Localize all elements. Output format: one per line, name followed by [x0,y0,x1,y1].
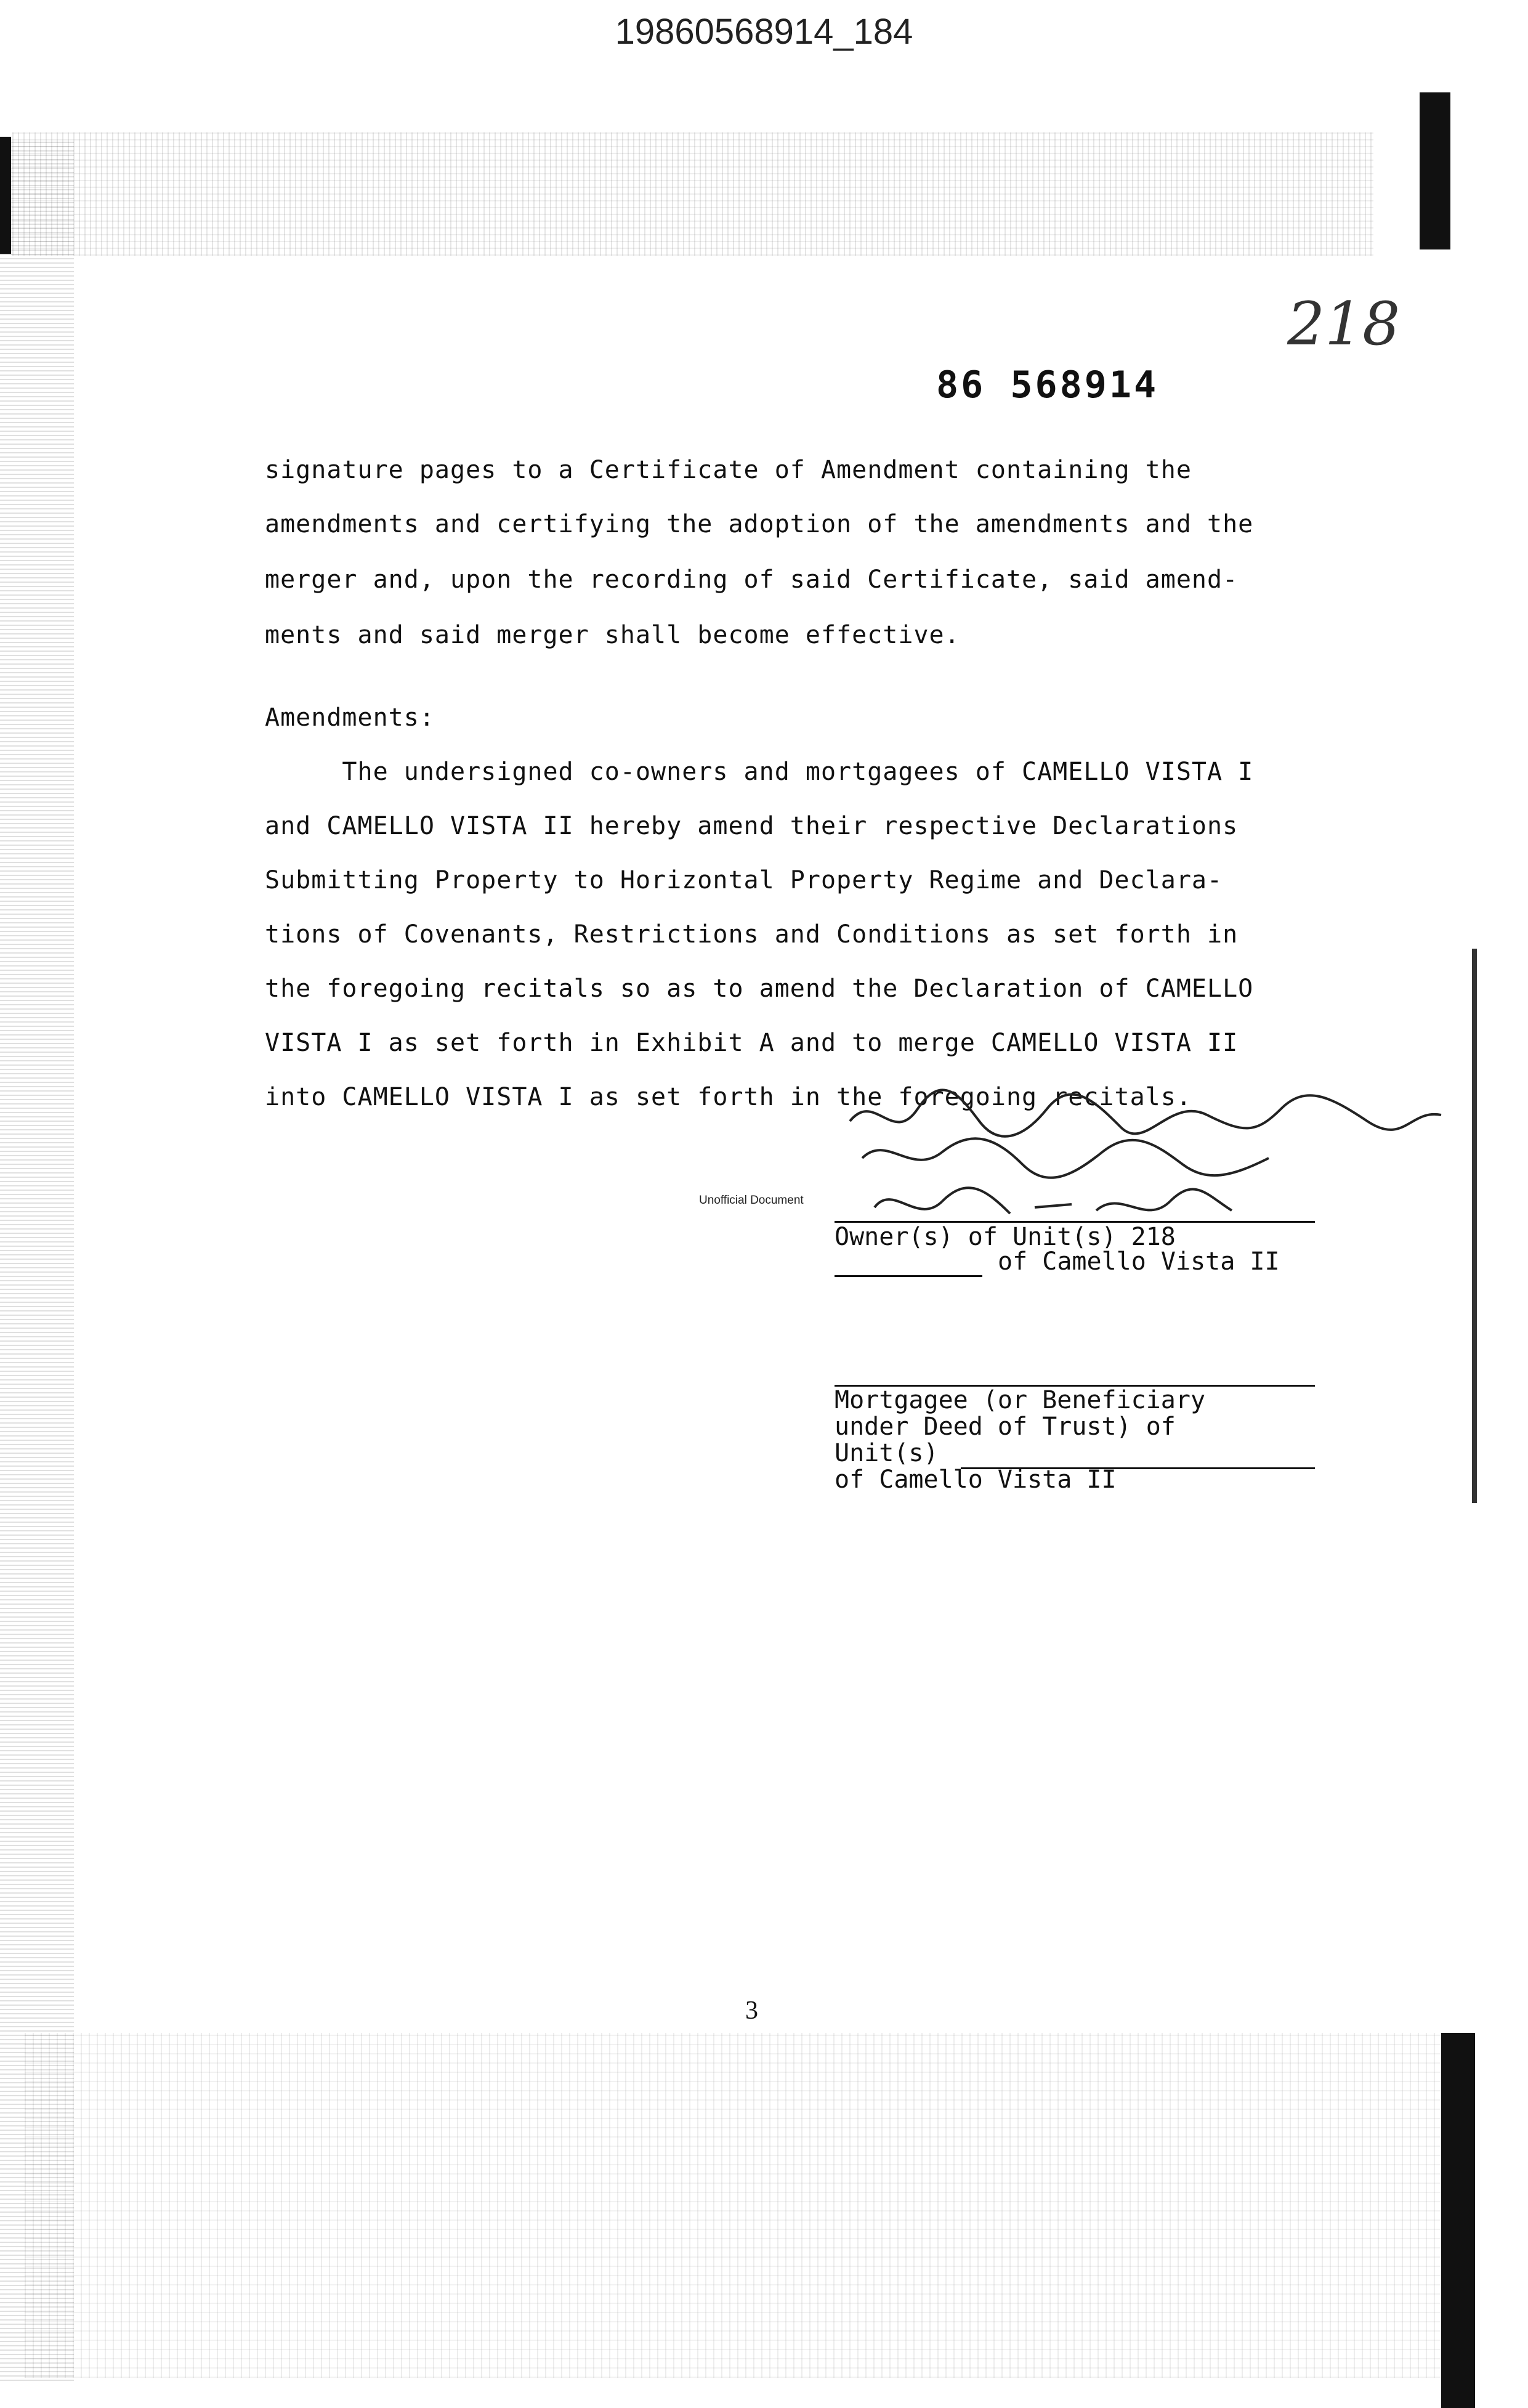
mortgagee-label: Mortgagee (or Beneficiary [835,1386,1206,1414]
body-line: The undersigned co-owners and mortgagees of CAMELLO VISTA I [265,758,1254,786]
scan-bar [1441,2033,1475,2408]
body-line: ments and said merger shall become effective. [265,621,960,649]
handwritten-number: 218 [1287,290,1401,359]
body-line: Submitting Property to Horizontal Property Regime and Declara- [265,866,1223,894]
body-line: VISTA I as set forth in Exhibit A and to merge CAMELLO VISTA II [265,1029,1239,1057]
unit-line [835,1275,982,1277]
body-line: into CAMELLO VISTA I as set forth in the foregoing recitals. [265,1083,1192,1111]
body-line: and CAMELLO VISTA II hereby amend their respective Declarations [265,812,1239,840]
body-line: amendments and certifying the adoption of the amendments and the [265,510,1254,538]
scan-bar [1472,949,1477,1503]
body-line: merger and, upon the recording of said Certificate, said amend- [265,566,1239,594]
owner-label: Owner(s) of Unit(s) 218 [835,1223,1176,1251]
document-number-stamp: 86 568914 [936,363,1159,407]
handwritten-signature [838,1084,1453,1238]
scan-bar [0,137,11,254]
mortgagee-label: under Deed of Trust) of [835,1413,1176,1441]
watermark: Unofficial Document [699,1194,804,1207]
mortgagee-project: of Camello Vista II [835,1465,1117,1494]
body-line: signature pages to a Certificate of Amendment containing the [265,456,1192,484]
body-line: tions of Covenants, Restrictions and Conditions as set forth in [265,920,1239,949]
body-line: the foregoing recitals so as to amend the Declaration of CAMELLO [265,975,1254,1003]
scan-bar [1420,92,1450,249]
owner-project: of Camello Vista II [998,1247,1280,1276]
document-id: 19860568914_184 [615,12,913,52]
section-heading: Amendments: [265,703,435,732]
mortgagee-label: Unit(s) [835,1439,939,1467]
page-number: 3 [745,1997,758,2025]
scan-noise-bottom [25,2033,1441,2378]
scan-noise-top [12,132,1373,256]
